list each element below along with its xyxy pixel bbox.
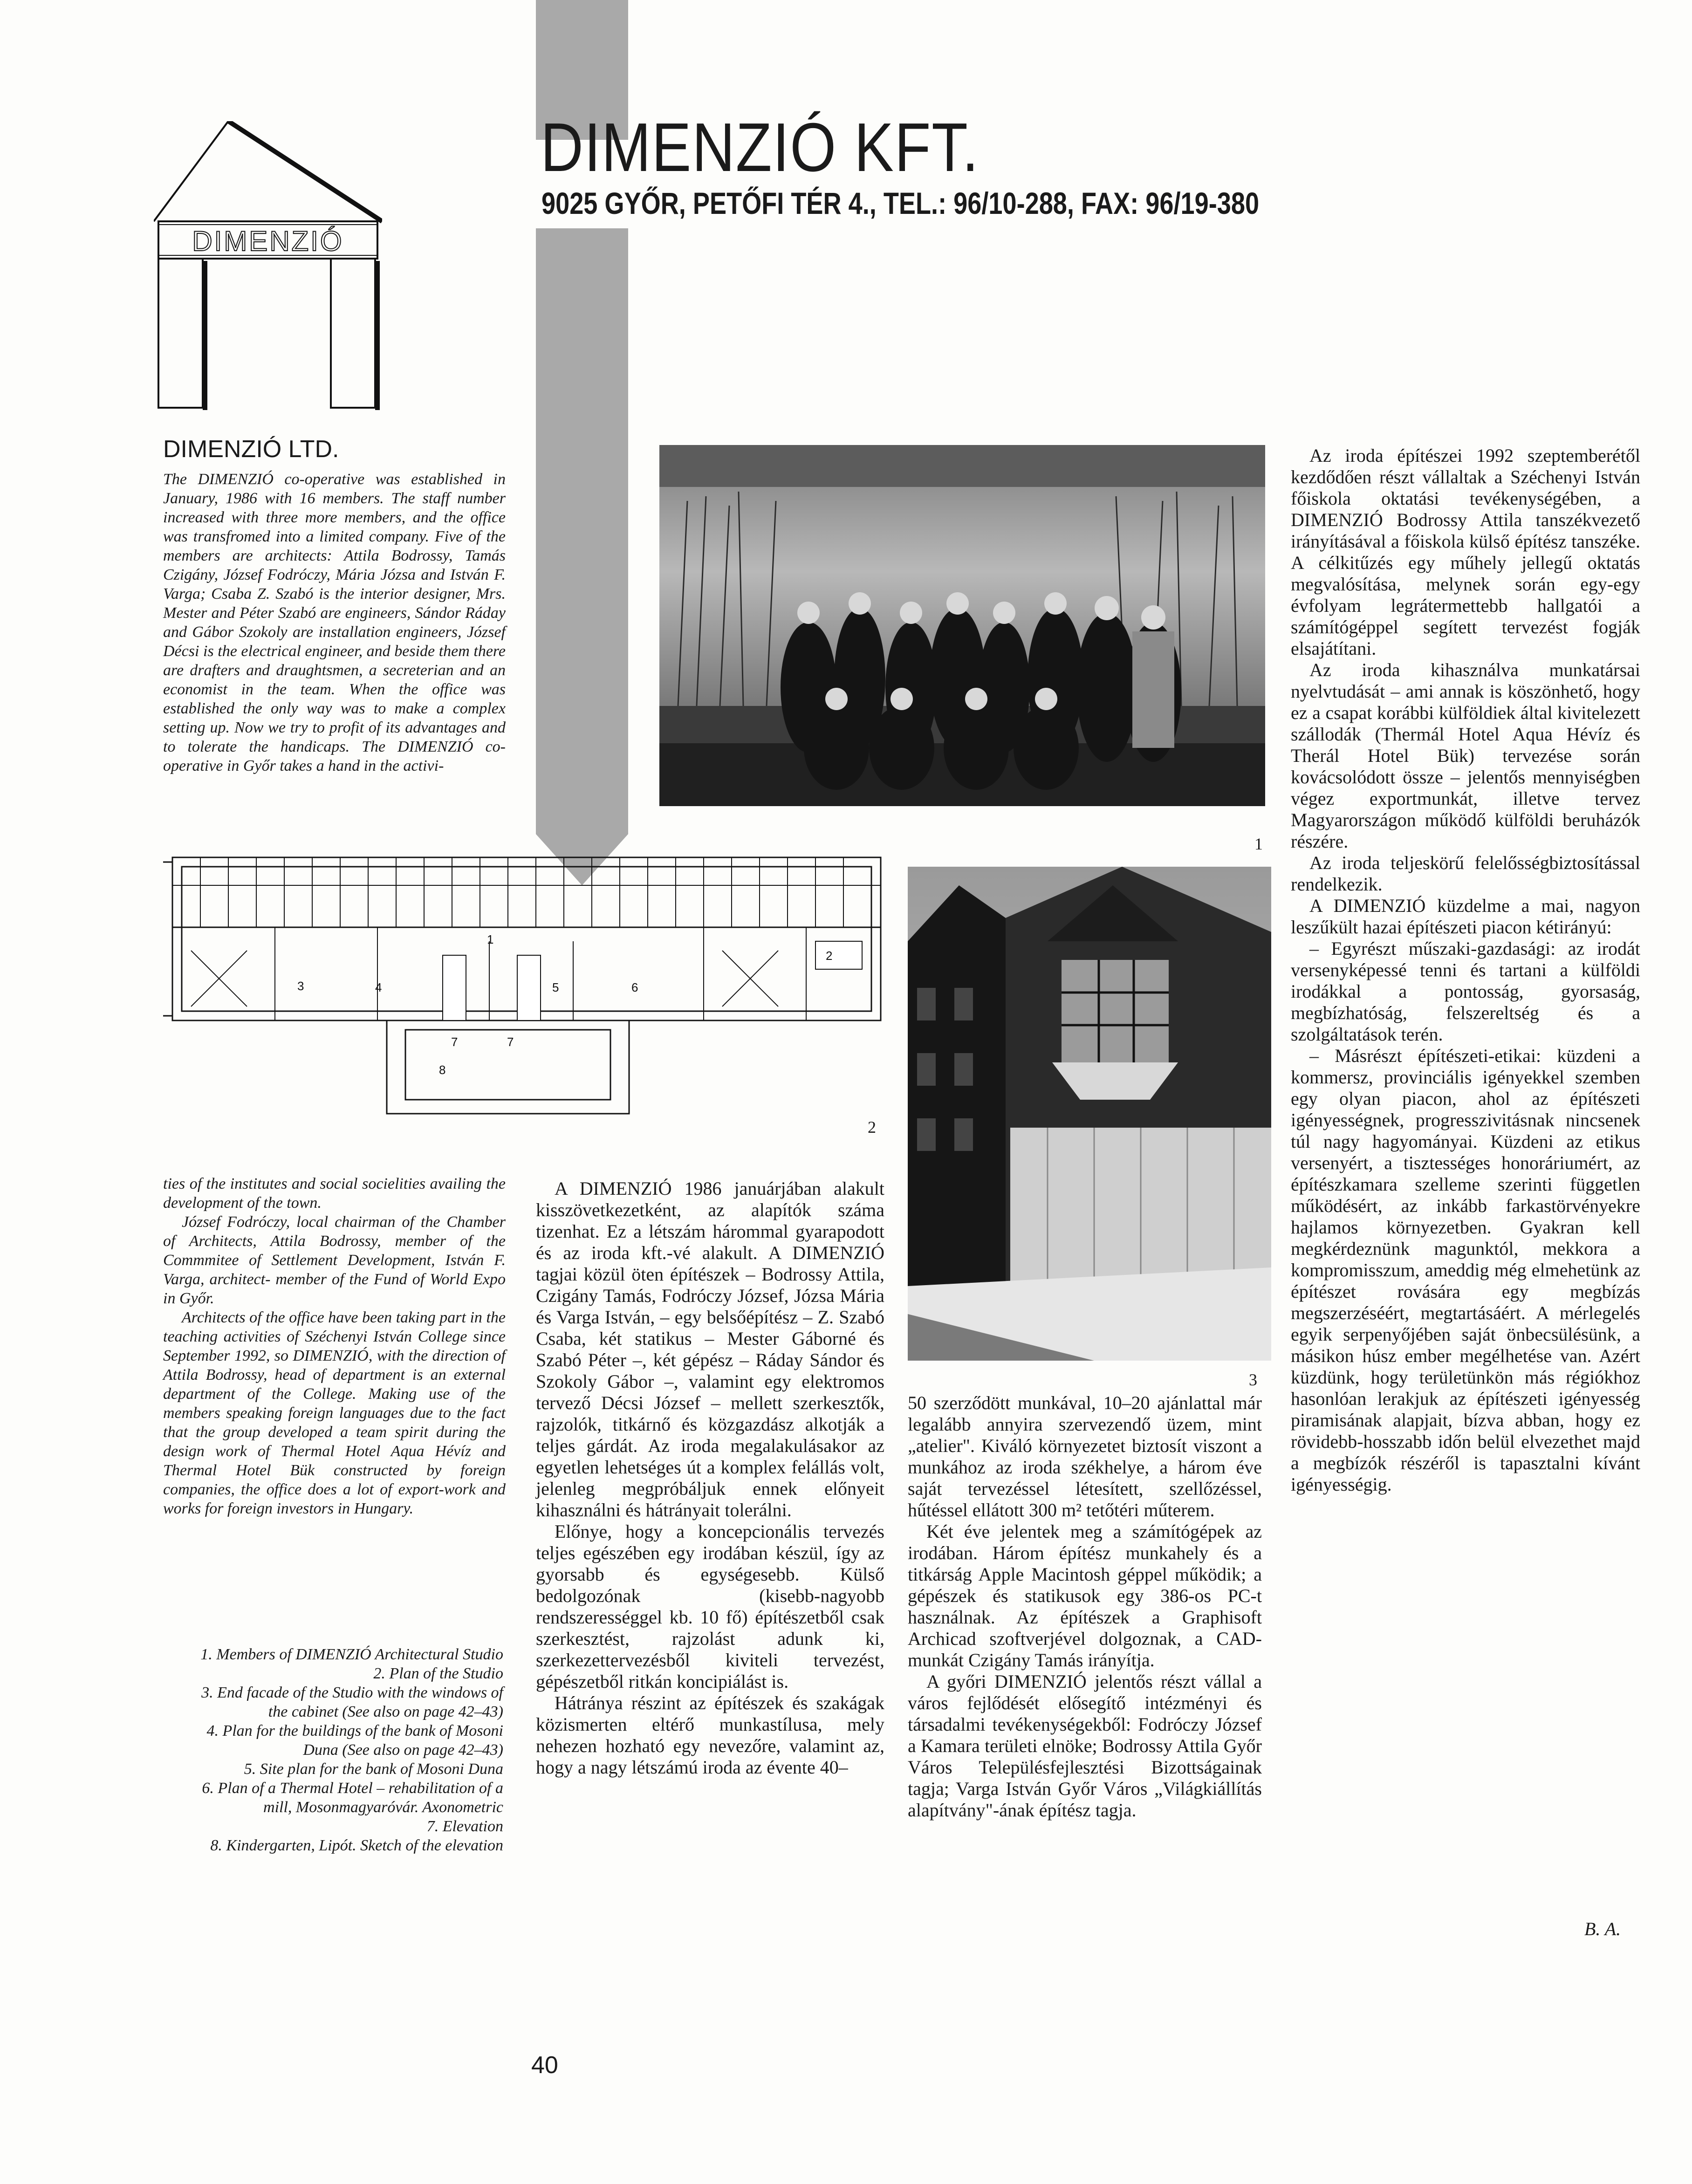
hu-col2-para-3: Hátránya részint az építészek és szakágak közismerten eltérő munkastílusa, mely nehezen hozható egy nevezőre, valamint az, hogy a nagy létszámú iroda az évente 40–	[536, 1692, 884, 1778]
dimenzio-logo	[154, 121, 382, 410]
plan-label: 3	[297, 979, 304, 993]
caption-2: 2. Plan of the Studio	[373, 1665, 503, 1682]
figure-captions	[196, 1645, 503, 1855]
hu-col4-para-3: Az iroda teljeskörű felelősségbiztosítással rendelkezik.	[1291, 852, 1640, 895]
english-para-2: ties of the institutes and social socielities availing the development of the town.	[163, 1175, 506, 1212]
hu-col4-para-6: – Másrészt építészeti-etikai: küzdeni a kommersz, provinciális igényekkel szemben egy olyan piacon, ahol az építészeti igényességnek, progresszivitásnak nincsenek túl nagy hagyományai. Küzdeni az etikus versenyért, a tisztességes honoráriumért, az építészkamara szelleme szerinti független működésért, az inkább farkastörvényekre hajlamos környezetben. Gyakran kell megkérdeznünk magunktól, mekkora a kompromisszum, ameddig még elmehetünk az építészet rovására egy megbízás megszerzéséért, megtartásáért. A mérlegelés egyik serpenyőjében saját önbecsülésünk, a másikon húsz ember megélhetése van. Azért küzdünk, hogy területünkön más régiókhoz hasonlóan lerakjuk az építészeti igényesség piramisának alapjait, bízva abban, hogy ez rövidebb-hosszabb időn belül elvezethet majd a megbízók részéről is tapasztalni kívánt igényességig.	[1291, 1045, 1640, 1495]
english-para-1: The DIMENZIÓ co-operative was established in January, 1986 with 16 members. The staff number increased with three more members, and the office was transfromed into a limited company. Five of the members are architects: Attila Bodrossy, Tamás Czigány, József Fodróczy, Mária Józsa and István F. Varga; Csaba Z. Szabó is the interior designer, Mrs. Mester and Péter Szabó are engineers, Sándor Ráday and Gábor Szokoly are installation engineers, József Décsi is the electrical engineer, and beside them there are drafters and draughtsmen, a secreterian and an economist in the team. When the office was established the only way was to make a complex setting up. Now we try to profit of its advantages and to tolerate the handicaps. The DIMENZIÓ co-operative in Győr takes a hand in the activi-	[163, 471, 506, 774]
english-text-bottom	[163, 1174, 506, 1518]
hu-col4-para-5: – Egyrészt műszaki-gazdasági: az irodát versenyképessé tenni és tartani a külföldi irodákkal a pontosság, gyorsaság, megbízhatóság, felszereltség és a szolgáltatások terén.	[1291, 938, 1640, 1045]
facade-photo	[908, 867, 1271, 1361]
plan-label: 7	[507, 1035, 514, 1049]
english-text-top	[163, 470, 506, 775]
hu-col3-para-2: Két éve jelentek meg a számítógépek az irodában. Három építész munkahely és a titkárság Apple Macintosh géppel működik; a gépészek és statikusok egy 386-os PC-t használnak. Az építészek a Graphisoft Archicad szoftverjével dolgoznak, a CAD-munkát Czigány Tamás irányítja.	[908, 1521, 1262, 1671]
english-title: DIMENZIÓ LTD.	[163, 436, 339, 463]
caption-1: 1. Members of DIMENZIÓ Architectural Studio	[200, 1646, 503, 1663]
caption-5: 5. Site plan for the bank of Mosoni Duna	[244, 1760, 503, 1778]
floor-plan	[163, 848, 890, 1128]
logo-text: DIMENZIÓ	[192, 226, 344, 257]
plan-label: 5	[552, 980, 559, 994]
author-signature: B. A.	[1584, 1918, 1621, 1939]
hu-col4-para-2: Az iroda kihasználva munkatársai nyelvtudását – ami annak is köszönhető, hogy ez a csapat korábbi külföldiek által kivitelezett szállodák (Thermál Hotel Aqua Hévíz és Therál Hotel Bük) tervezése során kovácsolódott össze – jelentős mennyiségben végez exportmunkát, illetve tervez Magyarországon működő külföldi beruházók részére.	[1291, 659, 1640, 852]
hu-col2-para-1: A DIMENZIÓ 1986 januárjában alakult kisszövetkezetként, az alapítók száma tizenhat. Ez a létszám hárommal gyarapodott és az iroda kft.-vé alakult. A DIMENZIÓ tagjai közül öten építészek – Bodrossy Attila, Czigány Tamás, Fodróczy József, Józsa Mária és Varga István, – egy belsőépítész – Z. Szabó Csaba, két statikus – Mester Gáborné és Szabó Péter –, két gépész – Ráday Sándor és Szokoly Gábor –, valamint egy elektromos tervező Décsi József – mellett szerkesztők, rajzolók, titkárnő és közgazdász alkotják a teljes gárdát. Az iroda megalakulásakor az egyetlen lehetséges út a komplex felállás volt, jelenleg megpróbáljuk ennek előnyeit kihasználni és hátrányait tolerálni.	[536, 1178, 884, 1520]
plan-label: 4	[375, 980, 382, 994]
hungarian-column-3	[908, 1392, 1262, 1821]
caption-8: 8. Kindergarten, Lipót. Sketch of the elevation	[210, 1837, 503, 1854]
plan-label: 1	[487, 932, 494, 946]
caption-6: 6. Plan of a Thermal Hotel – rehabilitation of a mill, Mosonmagyaróvár. Axonometric	[202, 1780, 503, 1816]
hungarian-column-4	[1291, 445, 1640, 1495]
hu-col4-para-1: Az iroda építészei 1992 szeptemberétől kezdődően részt vállaltak a Széchenyi István főiskola oktatási tevékenységében, a DIMENZIÓ Bodrossy Attila tanszékvezető irányításával a főiskola külső építész tanszéke. A célkitűzés egy műhely jellegű oktatás megvalósítása, melynek során egy-egy évfolyam legrátermettebb hallgatói a számítógéppel segített tervezést fogják elsajátítani.	[1291, 445, 1640, 659]
figure-number-2: 2	[868, 1118, 876, 1137]
hu-col3-para-3: A győri DIMENZIÓ jelentős részt vállal a város fejlődését elősegítő intézményi és társadalmi tevékenységekből: Fodróczy József a Kamara területi elnöke; Bodrossy Attila Győr Város Településfejlesztési Bizottságainak tagja; Varga István Győr Város „Világkiállítás alapítvány"-ának építész tagja.	[908, 1671, 1262, 1821]
caption-3: 3. End facade of the Studio with the windows of the cabinet (See also on page 42–43)	[201, 1684, 503, 1720]
plan-label: 6	[631, 980, 638, 994]
hu-col4-para-4: A DIMENZIÓ küzdelme a mai, nagyon leszűkült hazai építészeti piacon kétirányú:	[1291, 895, 1640, 938]
plan-label: 7	[451, 1035, 458, 1049]
figure-number-3: 3	[1249, 1370, 1257, 1389]
group-photo	[659, 445, 1265, 806]
plan-label: 8	[439, 1063, 446, 1077]
hu-col2-para-2: Előnye, hogy a koncepcionális tervezés teljes egészében egy irodában készül, így az gyorsabb és egységesebb. Külső bedolgozónak (kisebb-nagyobb rendszerességgel kb. 10 fő) építészetből csak szerkesztést, rajzolást adunk ki, szerkezettervezésből kiviteli tervezést, gépészetből ritkán koncipiálást is.	[536, 1521, 884, 1692]
plan-label: 2	[826, 949, 833, 963]
caption-7: 7. Elevation	[426, 1818, 503, 1835]
hu-col3-para-1: 50 szerződött munkával, 10–20 ajánlattal már legalább annyira szervezendő üzem, mint „atelier". Kiváló környezetet biztosít viszont a munkához az iroda székhelye, a három éve saját tervezéssel létesített, szellőzéssel, hűtéssel ellátott 300 m² tetőtéri műterem.	[908, 1392, 1262, 1520]
english-para-4: Architects of the office have been taking part in the teaching activities of Széchenyi István College since September 1992, so DIMENZIÓ, with the direction of Attila Bodrossy, head of department is an external department of the College. Making use of the members speaking foreign languages due to the fact that the group developed a team spirit during the design work of Thermal Hotel Aqua Hévíz and Thermal Hotel Bük constructed by foreign companies, the office does a lot of export-work and works for foreign investors in Hungary.	[163, 1309, 506, 1517]
caption-4: 4. Plan for the buildings of the bank of Mosoni Duna (See also on page 42–43)	[206, 1722, 503, 1759]
english-para-3: József Fodróczy, local chairman of the Chamber of Architects, Attila Bodrossy, member of the Commmitee of Settlement Development, István F. Varga, architect- member of the Fund of World Expo in Győr.	[163, 1213, 506, 1307]
hungarian-column-2	[536, 1178, 884, 1778]
company-address: 9025 GYŐR, PETŐFI TÉR 4., TEL.: 96/10-288, FAX: 96/19-380	[541, 186, 1260, 220]
page-number: 40	[531, 2052, 558, 2079]
figure-number-1: 1	[1254, 835, 1263, 853]
company-title: DIMENZIÓ KFT.	[541, 109, 980, 186]
